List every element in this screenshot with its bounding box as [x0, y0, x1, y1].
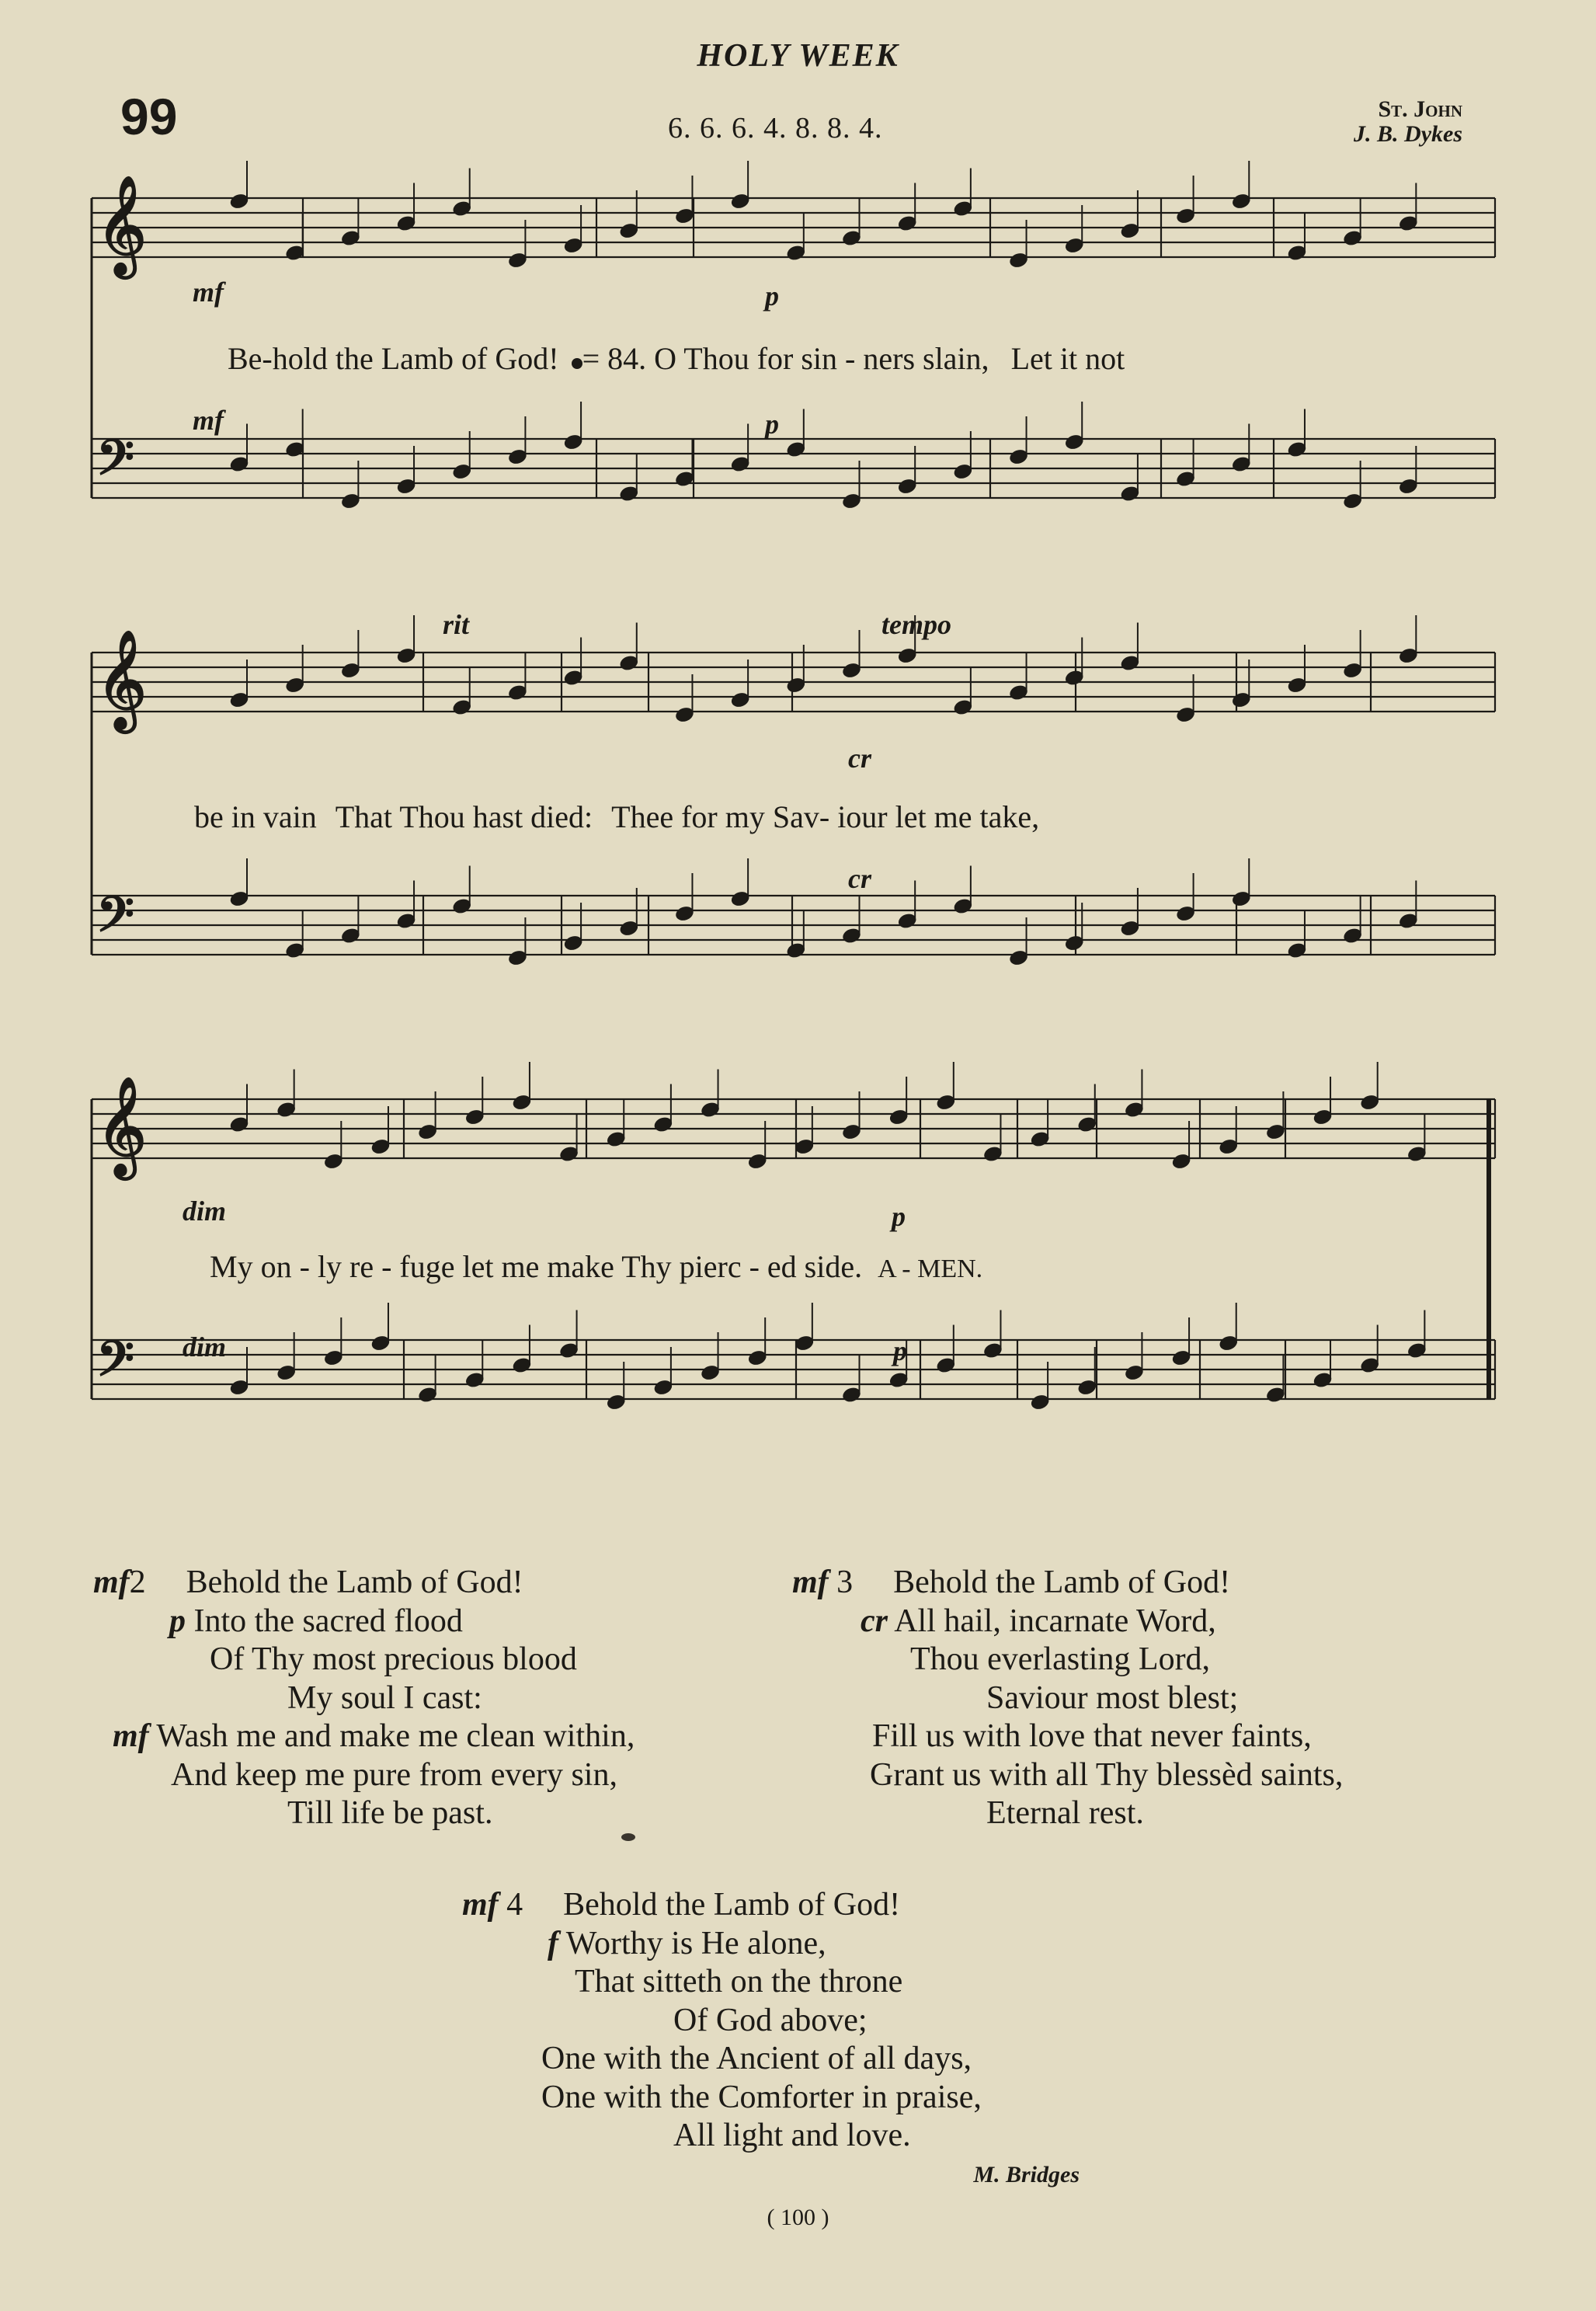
verse-line: Thou everlasting Lord,: [910, 1641, 1211, 1677]
lyric-line-1: [228, 340, 1125, 377]
verse-line: Grant us with all Thy blessèd saints,: [870, 1756, 1344, 1793]
tune-name: St. John: [1378, 96, 1462, 122]
lyric-3-amen: A - MEN.: [878, 1255, 983, 1283]
lyric-1c: Let it not: [1010, 341, 1125, 376]
verse-line: And keep me pure from every sin,: [171, 1756, 617, 1793]
lyric-3a: My on - ly re - fuge let me make Thy pierc - ed side.: [210, 1249, 863, 1284]
bass-clef-icon: 𝄢: [96, 429, 134, 498]
verse-line: That sitteth on the throne: [575, 1964, 903, 2000]
verse-line: Fill us with love that never faints,: [872, 1718, 1312, 1754]
dynamic-p-treble-3: p: [892, 1201, 906, 1232]
section-title: HOLY WEEK: [697, 38, 899, 74]
dynamic-cr-treble: cr: [848, 743, 871, 774]
verse-line: p Into the sacred flood: [169, 1603, 463, 1639]
treble-clef-icon: 𝄞: [96, 629, 148, 729]
hymn-meter: 6. 6. 6. 4. 8. 8. 4.: [668, 112, 883, 144]
bass-clef-icon: 𝄢: [96, 1330, 134, 1399]
verse-line: One with the Comforter in praise,: [541, 2079, 982, 2115]
tempo-resume-mark: tempo: [881, 609, 951, 640]
page-number: ( 100 ): [767, 2205, 829, 2230]
dynamic-mf-bass-1: mf: [193, 405, 224, 436]
tempo-mark: = 84.: [582, 341, 647, 376]
bass-clef-icon: 𝄢: [96, 886, 134, 955]
verse-line: cr All hail, incarnate Word,: [861, 1603, 1216, 1639]
hymn-number: 99: [120, 88, 178, 145]
treble-clef-icon: 𝄞: [96, 175, 148, 274]
lyric-line-2: [194, 799, 1039, 835]
dynamic-p-bass-1: p: [765, 409, 779, 440]
verse-2: [93, 1564, 635, 1833]
verse-line: Till life be past.: [287, 1795, 493, 1831]
ornament-dot: [621, 1833, 635, 1841]
verse-line: mf Wash me and make me clean within,: [113, 1718, 635, 1754]
verse-line: My soul I cast:: [287, 1679, 482, 1716]
verse-line: f Worthy is He alone,: [548, 1925, 826, 1961]
verse-line: All light and love.: [673, 2118, 911, 2153]
dynamic-p-bass-3: p: [893, 1335, 907, 1366]
verse-line: Eternal rest.: [986, 1795, 1144, 1831]
rit-mark: rit: [443, 609, 470, 640]
author-attribution: M. Bridges: [973, 2162, 1080, 2187]
composer-name: J. B. Dykes: [1354, 120, 1462, 147]
verse-3: [792, 1564, 1343, 1833]
dynamic-cr-bass: cr: [848, 863, 871, 894]
lyric-2b: That Thou hast died:: [335, 799, 593, 834]
dynamic-p-treble-1: p: [765, 280, 779, 311]
verse-line: Of Thy most precious blood: [210, 1641, 577, 1677]
verse-line: mf2 Behold the Lamb of God!: [93, 1564, 523, 1600]
lyric-1a: Be-hold the Lamb of God!: [228, 341, 559, 376]
quarter-note-icon: [572, 358, 582, 369]
lyric-2c: Thee for my Sav- iour let me take,: [611, 799, 1040, 834]
dynamic-dim-treble: dim: [183, 1196, 227, 1227]
lyric-line-3: [210, 1248, 982, 1285]
verse-4: [462, 1886, 982, 2156]
verse-line: One with the Ancient of all days,: [541, 2041, 972, 2076]
treble-clef-icon: 𝄞: [96, 1076, 148, 1175]
dynamic-dim-bass: dim: [183, 1331, 227, 1363]
verse-line: mf 4 Behold the Lamb of God!: [462, 1887, 901, 1923]
lyric-2a: be in vain: [194, 799, 317, 834]
lyric-1b: O Thou for sin - ners slain,: [654, 341, 989, 376]
verse-line: Saviour most blest;: [986, 1679, 1239, 1716]
verse-line: Of God above;: [673, 2002, 868, 2038]
dynamic-mf-treble-1: mf: [193, 277, 224, 308]
verse-line: mf 3 Behold the Lamb of God!: [792, 1564, 1231, 1600]
